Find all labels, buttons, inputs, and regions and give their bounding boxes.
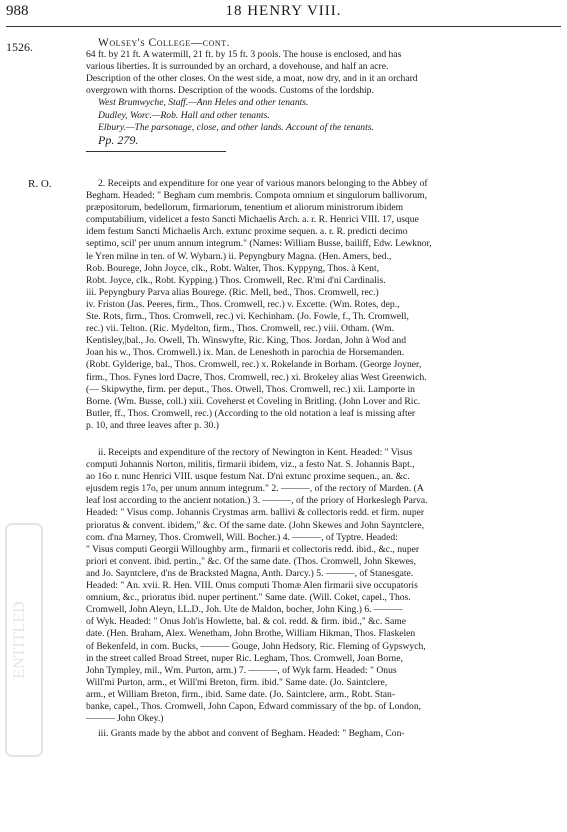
- continued-entry: [86, 37, 554, 157]
- text-line: Rob. Bourege, John Joyce, clk., Robt. Walter, Thos. Kyppyng, Thos. à Kent,: [86, 262, 380, 274]
- text-line: Butler, ff., Thos. Cromwell, rec.) (According to the old notation a leaf is missing after: [86, 407, 416, 419]
- text-line: arm., et William Breton, firm., ibid. Same date. (Jo. Saintclere, arm., Robt. Stan-: [86, 688, 396, 700]
- text-line: firm., Thos. Fynes lord Dacre, Thos. Cromwell, rec.) xi. Brokeley alias West Greenwich.: [86, 371, 427, 383]
- text-line: prioratus & convent. ibidem," &c. Of the same date. (John Skewes and John Sayntclere,: [86, 519, 425, 531]
- text-line: iii. Pepyngbury Parva alias Bourege. (Ric. Mell, bed., Thos. Cromwell, rec.): [86, 286, 379, 298]
- text-line: Robt. Joyce, clk., Robt. Kypping.) Thos. Cromwell, Rec. R'mi d'ni Cardinalis.: [86, 274, 386, 286]
- text-line: " Visus computi Georgii Willoughby arm., firmarii et collectoris redd. ibid., &c., nuper: [86, 543, 420, 555]
- entry-ii: [86, 447, 554, 740]
- text-line: Joan his w., Thos. Cromwell.) ix. Man. de Leneshoth in parochia de Horsemanden.: [86, 347, 405, 359]
- separator-rule: [86, 151, 226, 152]
- text-line: rec.) vii. Telton. (Ric. Mydelton, firm., Thos. Cromwell, rec.) viii. Otham. (Wm.: [86, 323, 395, 335]
- year-marker: 1526.: [6, 40, 33, 54]
- text-line: ii. Receipts and expenditure of the rectory of Newington in Kent. Headed: " Visus: [98, 447, 413, 458]
- text-line: various liberties. It is surrounded by an orchard, a dovehouse, and half an acre.: [86, 61, 389, 73]
- entry-2: [86, 178, 554, 432]
- text-line: p. 10, and three leaves after p. 30.): [86, 419, 219, 431]
- text-line: date. (Hen. Braham, Alex. Wenetham, John Brothe, William Hikman, Thos. Flaskelen: [86, 628, 416, 640]
- text-line: Begham. Headed: " Begham cum membris. Compota omnium et singulorum ballivorum,: [86, 190, 427, 202]
- text-line: Dudley, Worc.—Rob. Hall and other tenants.: [98, 109, 270, 121]
- margin-note: R. O.: [28, 178, 52, 190]
- text-line: overgrown with thorns. Description of the woods. Customs of the lordship.: [86, 85, 374, 97]
- text-line: Headed: " Visus comp. Johannis Crystmas arm. ballivi & collectoris redd. et firm. nuper: [86, 507, 425, 519]
- text-line: ——— John Okey.): [86, 713, 164, 725]
- text-line: (— Skipwythe, firm. per deput., Thos. Otwell, Thos. Cromwell, rec.) xii. Lamporte in: [86, 383, 415, 395]
- library-stamp-watermark: [2, 520, 46, 760]
- header-rule: [6, 26, 561, 27]
- watermark-text: ENTITLED: [11, 601, 28, 679]
- text-line: Ste. Rots, firm., Thos. Cromwell, rec.) vi. Kechinham. (Jo. Fowle, f., Th. Cromwell,: [86, 311, 409, 323]
- text-line: Will'mi Purton, arm., et Will'mi Breton, firm. ibid." Same date. (Jo. Saintclere,: [86, 676, 388, 688]
- entry-heading: Wolsey's College—cont.: [98, 37, 230, 49]
- text-line: Cromwell, John Aleyn, LL.D., Joh. Ute de Maldon, bocher, John King.) 6. ———: [86, 604, 403, 616]
- text-line: com. d'na Marney, Thos. Cromwell, Will. Bocher.) 4. ———, of Typtre. Headed:: [86, 531, 398, 543]
- text-line: omnium, &c., prioratus ibid. nuper pertinent." Same date. (Will. Coket, capel., Thos.: [86, 592, 411, 604]
- text-line: præpositorum, bedellorum, firmariorum, tenentium et aliorum ministrorum ibidem: [86, 202, 404, 214]
- running-title: 18 HENRY VIII.: [225, 3, 342, 19]
- page-header: [0, 2, 567, 26]
- text-line: le Yren milne in ten. of W. Wybarn.) ii. Pepyngbury Magna. (Hen. Amers, bed.,: [86, 250, 392, 262]
- text-line: computabilium, videlicet a festo Sancti Michaelis Arch. a. r. R. Henrici VIII. 17, usque: [86, 214, 419, 226]
- text-line: (Robt. Gylderige, bal., Thos. Cromwell, rec.) x. Rokelande in Borham. (George Joyner,: [86, 359, 422, 371]
- text-line: John Tympley, mil., Wm. Purton, arm.) 7. ———, of Wyk farm. Headed: " Onus: [86, 664, 397, 676]
- text-line: Headed: " An. xvii. R. Hen. VIII. Onus computi Thomæ Alen firmarii sive occupatoris: [86, 580, 418, 592]
- text-line: Kentisley,|bal., Jo. Owell, Th. Winswyfte, Ric. King, Thos. Jordan, John à Wod and: [86, 335, 406, 347]
- text-line: of Bekenfeld, in com. Bucks, ——— Gouge, John Hedsory, Ric. Fleming of Gypswych,: [86, 640, 426, 652]
- text-line: 64 ft. by 21 ft. A watermill, 21 ft. by 15 ft. 3 pools. The house is enclosed, and has: [86, 49, 402, 61]
- text-line: ejusdem regis 17o, per unum annum integrum." 2. ———, of the rectory of Marden. (A: [86, 483, 424, 495]
- text-line: septimo, scil' per unum annum integrum." (Names: William Busse, bailiff, Edw. Lewknor,: [86, 238, 432, 250]
- text-line: iii. Grants made by the abbot and convent of Begham. Headed: " Begham, Con-: [98, 728, 405, 740]
- text-line: in the street called Broad Street, nuper Ric. Legham, Thos. Cromwell, Joan Borne,: [86, 652, 403, 664]
- text-line: idem festum Sancti Michaelis Arch. extunc proxime sequen. a. r. R. predicti decimo: [86, 226, 408, 238]
- page-number: 988: [6, 3, 29, 19]
- text-line: Description of the other closes. On the west side, a moat, now dry, and in it an orchard: [86, 73, 418, 85]
- text-line: leaf lost according to the ancient notation.) 3. ———, of the priory of Horkeslegh Parva.: [86, 495, 428, 507]
- text-line: and Jo. Sayntclere, d'ns de Bracksted Magna, Anth. Darcy.) 5. ———, of Stanesgate.: [86, 567, 414, 579]
- text-line: Elbury.—The parsonage, close, and other lands. Account of the tenants.: [98, 121, 374, 133]
- text-line: of Wyk. Headed: " Onus Joh'is Howlette, bal. & col. redd. & firm. ibid.," &c. Same: [86, 616, 407, 628]
- text-line: Borne. (Wm. Busse, coll.) xiii. Coveherst et Coveling in Britling. (John Lover and Ric.: [86, 395, 421, 407]
- text-line: ao 16o r. nunc Henrici VIII. usque festum Nat. D'ni extunc proxime sequen., an. &c.: [86, 471, 410, 483]
- text-line: computi Johannis Norton, militis, firmarii ibidem, viz., a festo Nat. S. Johannis Bapt.,: [86, 459, 415, 471]
- text-line: priori et convent. ibid. pertin.," &c. Of the same date. (Thos. Cromwell, John Skewes,: [86, 555, 417, 567]
- text-line: 2. Receipts and expenditure for one year of various manors belonging to the Abbey of: [98, 178, 428, 189]
- page-count: Pp. 279.: [98, 132, 139, 147]
- text-line: iv. Friston (Jas. Peeres, firm., Thos. Cromwell, rec.) v. Excette. (Wm. Rotes, dep.,: [86, 298, 400, 310]
- text-line: West Brumwyche, Staff.—Ann Heles and other tenants.: [98, 97, 309, 109]
- text-line: banke, capel., Thos. Cromwell, John Capon, Edward commissary of the bp. of London,: [86, 700, 422, 712]
